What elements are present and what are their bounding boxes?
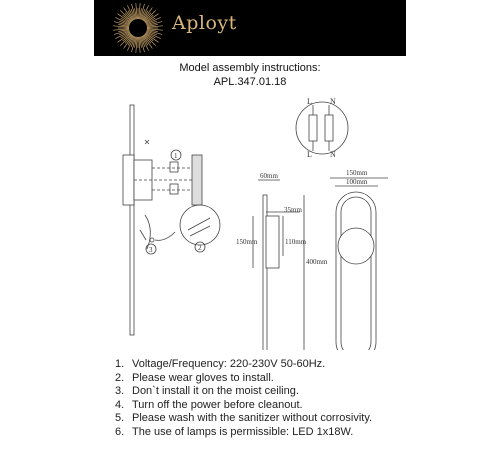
dim-width-150: 150mm (346, 169, 368, 177)
dim-height-110: 110mm (285, 238, 307, 246)
list-item: 6. The use of lamps is permissible: LED 1x18W. (115, 425, 354, 438)
dim-depth-35: 35mm (284, 206, 302, 214)
lamp-side-view (123, 105, 220, 335)
wiring-diagram (296, 102, 348, 154)
dim-width-60: 60mm (260, 172, 278, 180)
wiring-label-l-top: L (307, 97, 312, 106)
instructions-list (115, 358, 372, 439)
wiring-label-n-top: N (330, 97, 336, 106)
dim-width-100: 100mm (346, 178, 368, 186)
assembly-title: Model assembly instructions: (179, 62, 321, 74)
list-item: 3. Don`t install it on the moist ceiling. (115, 385, 299, 397)
wiring-label-l-bottom: L (307, 150, 312, 159)
dim-height-400: 400mm (306, 258, 328, 266)
list-item: 2. Please wear gloves to install. (115, 371, 274, 384)
step-marker-2: 2 (198, 244, 202, 252)
list-item: 5. Please wash with the sanitizer without corrosivity. (115, 412, 373, 424)
front-view (330, 178, 388, 350)
list-item: 1. Voltage/Frequency: 220-230V 50-60Hz. (115, 358, 326, 370)
brand-name: Aployt (172, 12, 237, 34)
list-item: 4. Turn off the power before cleanout. (115, 398, 303, 411)
step-marker-3: 3 (149, 246, 153, 254)
wiring-label-n-bottom: N (330, 150, 336, 159)
step-marker-1: 1 (174, 152, 178, 160)
model-number: APL.347.01.18 (213, 76, 287, 88)
dim-height-150: 150mm (236, 238, 258, 246)
